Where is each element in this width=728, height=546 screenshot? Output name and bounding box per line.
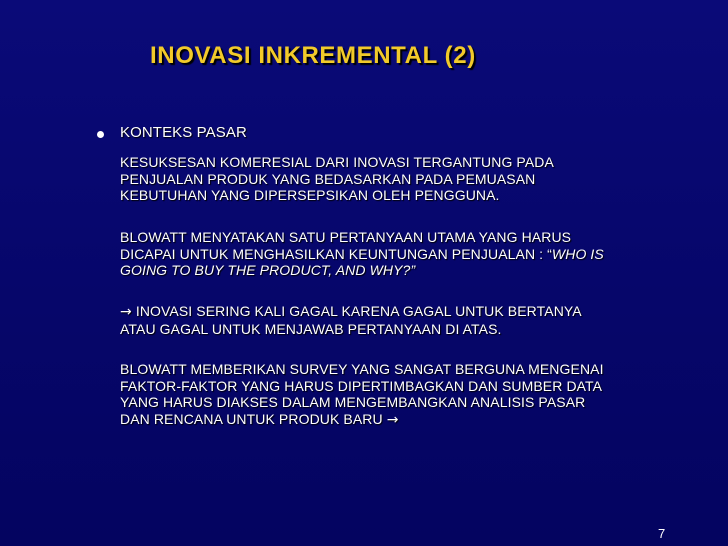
paragraph-line: FAKTOR-FAKTOR YANG HARUS DIPERTIMBAGKAN DAN SUMBER DATA <box>120 377 603 394</box>
arrow-right-icon: → <box>120 304 132 320</box>
paragraph-line: PENJUALAN PRODUK YANG BEDASARKAN PADA PEMUASAN <box>120 170 536 187</box>
paragraph-line: YANG HARUS DIAKSES DALAM MENGEMBANGKAN ANALISIS PASAR <box>120 394 586 410</box>
bullet-heading: KONTEKS PASAR <box>120 124 247 141</box>
quote-text: GOING TO BUY THE PRODUCT, AND WHY?” <box>120 262 416 278</box>
arrow-right-icon: → <box>386 411 399 428</box>
quote-text: WHO IS <box>551 245 604 262</box>
bullet-dot-icon <box>97 131 104 138</box>
paragraph-line: KESUKSESAN KOMERESIAL DARI INOVASI TERGANTUNG PADA <box>120 154 554 170</box>
paragraph-commercial-success <box>120 154 700 204</box>
paragraph-text: DAN RENCANA UNTUK PRODUK BARU <box>120 410 387 427</box>
paragraph-blowatt-survey <box>120 361 700 428</box>
paragraph-line <box>120 411 700 429</box>
paragraph-line: BLOWATT MENYATAKAN SATU PERTANYAAN UTAMA YANG HARUS <box>120 229 572 245</box>
paragraph-line: ATAU GAGAL UNTUK MENJAWAB PERTANYAAN DI ATAS. <box>120 320 502 337</box>
page-number: 7 <box>658 526 666 541</box>
paragraph-innovation-failure <box>120 303 700 337</box>
paragraph-line: KEBUTUHAN YANG DIPERSEPSIKAN OLEH PENGGUNA. <box>120 187 500 203</box>
paragraph-text: DICAPAI UNTUK MENGHASILKAN KEUNTUNGAN PENJUALAN : “ <box>120 245 552 262</box>
slide-title: INOVASI INKREMENTAL (2) <box>150 42 476 69</box>
paragraph-text: INOVASI SERING KALI GAGAL KARENA GAGAL UNTUK BERTANYA <box>131 303 582 319</box>
paragraph-line <box>120 246 700 263</box>
paragraph-line <box>120 303 700 321</box>
paragraph-blowatt-question <box>120 229 700 279</box>
paragraph-line: BLOWATT MEMBERIKAN SURVEY YANG SANGAT BERGUNA MENGENAI <box>120 361 604 377</box>
